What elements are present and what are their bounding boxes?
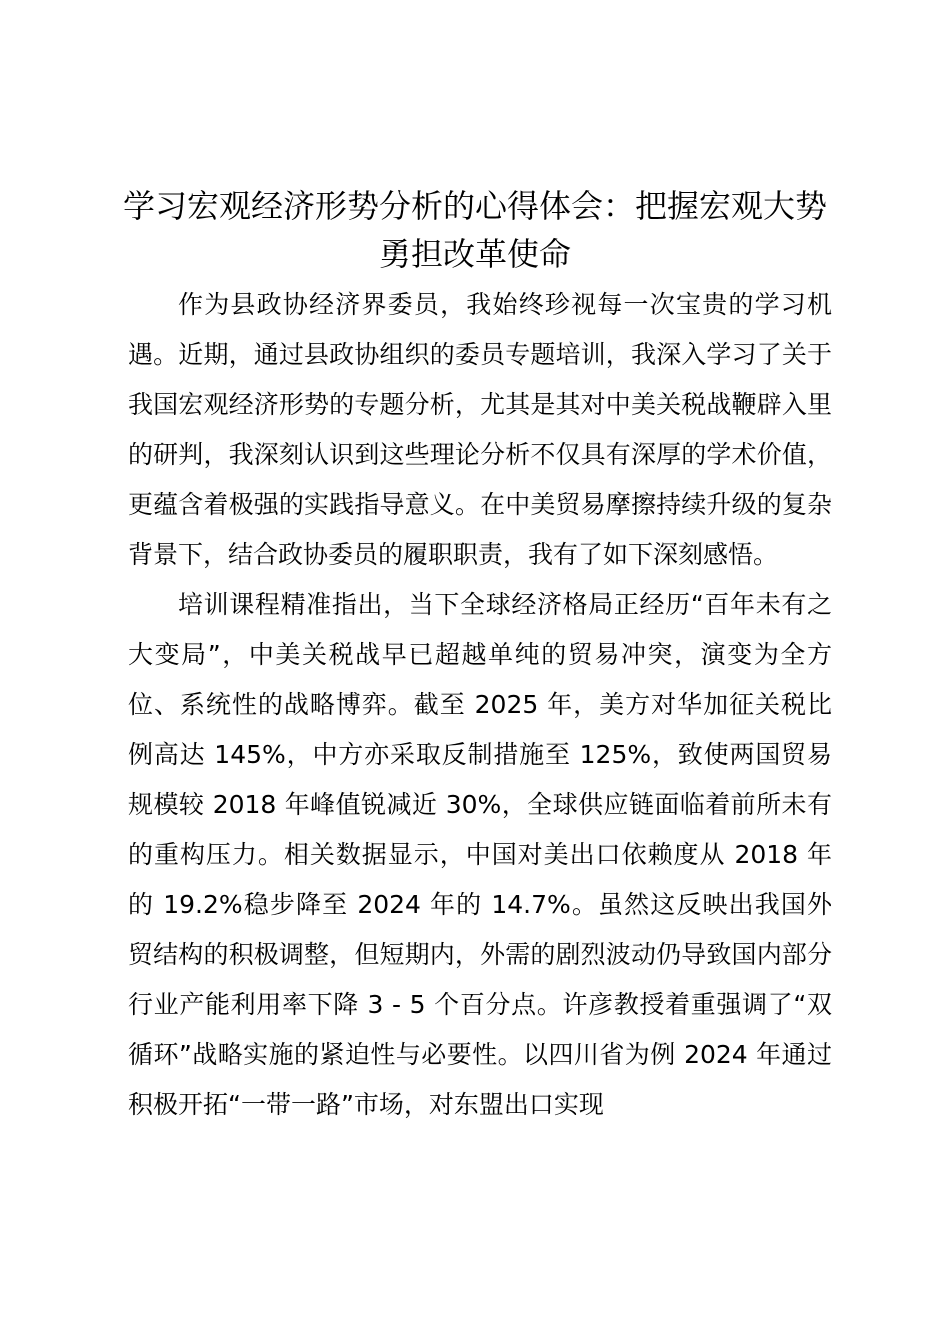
document-body	[128, 280, 832, 1130]
document-title: 学习宏观经济形势分析的心得体会：把握宏观大势勇担改革使命	[122, 187, 827, 273]
paragraph-1: 作为县政协经济界委员，我始终珍视每一次宝贵的学习机遇。近期，通过县政协组织的委员专题培训，我深入学习了关于我国宏观经济形势的专题分析，尤其是其对中美关税战鞭辟入里的研判，我深刻认识到这些理论分析不仅具有深厚的学术价值，更蕴含着极强的实践指导意义。在中美贸易摩擦持续升级的复杂背景下，结合政协委员的履职职责，我有了如下深刻感悟。	[128, 290, 832, 569]
paragraph-2: 培训课程精准指出，当下全球经济格局正经历“百年未有之大变局”，中美关税战早已超越单纯的贸易冲突，演变为全方位、系统性的战略博弈。截至 2025 年，美方对华加征关税比例高达 145%，中方亦采取反制措施至 125%，致使两国贸易规模较 2018 年峰值锐减近 30%，全球供应链面临着前所未有的重构压力。相关数据显示，中国对美出口依赖度从 2018 年的 19.2%稳步降至 2024 年的 14.7%。虽然这反映出我国外贸结构的积极调整，但短期内，外需的剧烈波动仍导致国内部分行业产能利用率下降 3 - 5 个百分点。许彦教授着重强调了“双循环”战略实施的紧迫性与必要性。以四川省为例 2024 年通过积极开拓“一带一路”市场，对东盟出口实现	[128, 590, 832, 1119]
